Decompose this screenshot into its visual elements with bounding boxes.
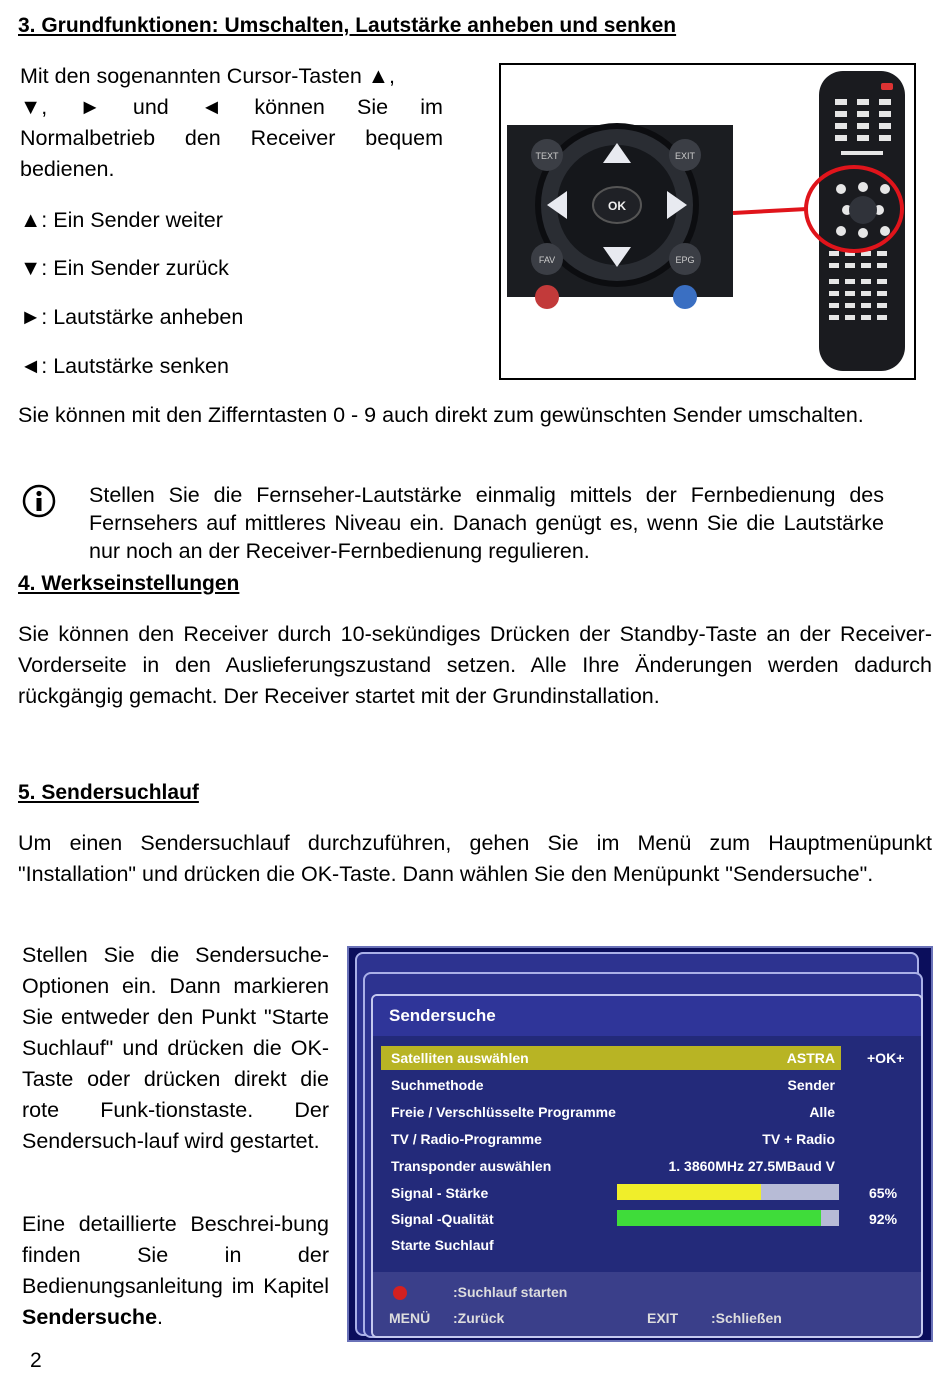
side-paragraph-2-text: Eine detaillierte Beschrei-bung finden Sie in der Bedienungsanleitung im Kapitel [22,1212,329,1298]
ok-button-label: OK [608,199,626,213]
menu-row-value: 1. 3860MHz 27.5MBaud V [668,1158,835,1174]
menu-row-label: Suchmethode [391,1077,484,1093]
key-left-text: ◄: Lautstärke senken [20,354,229,378]
section4-heading: 4. Werkseinstellungen [18,572,240,595]
menu-row-label: Satelliten auswählen [391,1050,529,1066]
exit-key: EXIT [647,1310,679,1326]
signal-quality-percent: 92% [869,1211,898,1227]
key-right-text: ►: Lautstärke anheben [20,305,244,329]
section5-paragraph: Um einen Sendersuchlauf durchzuführen, gehen Sie im Menü zum Hauptmenüpunkt "Installation" und drücken die OK-Taste. Dann wählen Sie den Menüpunkt "Sendersuche". [18,831,932,886]
info-icon [22,484,56,518]
remote-control-illustration [501,65,914,378]
side-paragraph-2 [22,1209,329,1333]
side-paragraph-1: Stellen Sie die Sendersuche-Optionen ein. Dann markieren Sie entweder den Punkt "Starte Suchlauf" und drücken die OK-Taste oder drücken direkt die rote Funk-tionstaste. Der Sendersuch-lauf wird gestartet. [22,943,329,1153]
side-paragraph-2-suffix: . [157,1305,164,1329]
page-number: 2 [30,1349,42,1372]
menu-row-label: Transponder auswählen [391,1158,552,1174]
sendersuche-screenshot [347,946,933,1342]
signal-quality-bar [617,1210,839,1226]
menu-title: Sendersuche [389,1006,496,1025]
intro-line-1: Mit den sogenannten Cursor-Tasten ▲, [20,64,396,88]
menu-row-programme[interactable] [381,1100,841,1124]
ok-hint: +OK+ [867,1050,905,1066]
menu-row-start-search[interactable] [381,1233,841,1257]
signal-strength-bar [617,1184,839,1200]
red-key-icon [393,1286,407,1300]
cursor-intro [20,61,443,185]
remote-control-figure [499,63,916,380]
sendersuche-menu [371,994,923,1338]
intro-line-3: Normalbetrieb den Receiver bequem [20,126,443,150]
menu-row-suchmethode[interactable] [381,1073,841,1097]
info-note: Stellen Sie die Fernseher-Lautstärke einmalig mittels der Fernbedienung des Fernsehers auf mittleres Niveau ein. Danach genügt es, wenn Sie die Lautstärke nur noch an der Receiver-Fernbedienung regulieren. [89,483,884,563]
menu-row-label: TV / Radio-Programme [391,1131,542,1147]
menu-title-bar [373,996,921,1036]
signal-strength-percent: 65% [869,1185,898,1201]
exit-key-label: :Schließen [711,1310,782,1326]
menu-row-value: Sender [787,1077,835,1093]
digits-paragraph: Sie können mit den Zifferntasten 0 - 9 auch direkt zum gewünschten Sender umschalten. [18,403,864,427]
intro-line-2: ▼, ► und ◄ können Sie im [20,95,443,119]
fav-button-label: FAV [538,255,556,265]
key-down-text: ▼: Ein Sender zurück [20,256,229,280]
epg-button-label: EPG [675,255,695,265]
menu-row-label: Starte Suchlauf [391,1237,494,1253]
section3-heading: 3. Grundfunktionen: Umschalten, Lautstärke anheben und senken [18,14,677,37]
red-key-label: :Suchlauf starten [453,1284,568,1300]
menu-footer [373,1272,921,1336]
menu-row-transponder[interactable] [381,1154,841,1178]
menu-row-label: Signal - Stärke [391,1185,489,1201]
signal-strength-fill [617,1184,761,1200]
menu-key-label: :Zurück [453,1310,505,1326]
menu-row-tv-radio[interactable] [381,1127,841,1151]
menu-row-value: TV + Radio [762,1131,835,1147]
menu-row-label: Signal -Qualität [391,1211,494,1227]
menu-row-value: ASTRA [786,1050,835,1066]
menu-row-satellite[interactable] [381,1046,841,1070]
menu-key: MENÜ [389,1310,431,1326]
section5-heading: 5. Sendersuchlauf [18,781,199,804]
menu-row-label: Freie / Verschlüsselte Programme [391,1104,616,1120]
intro-line-4: bedienen. [20,157,115,181]
text-button-label: TEXT [535,151,559,161]
exit-button-label: EXIT [674,151,696,161]
section4-paragraph: Sie können den Receiver durch 10-sekündiges Drücken der Standby-Taste an der Receiver-Vorderseite in den Auslieferungszustand setzen. Alle Ihre Änderungen werden dadurch rückgängig gemacht. Der Receiver startet mit der Grundinstallation. [18,622,932,708]
key-up-text: ▲: Ein Sender weiter [20,208,223,232]
signal-quality-fill [617,1210,821,1226]
chapter-reference: Sendersuche [22,1305,158,1329]
menu-row-value: Alle [809,1104,835,1120]
